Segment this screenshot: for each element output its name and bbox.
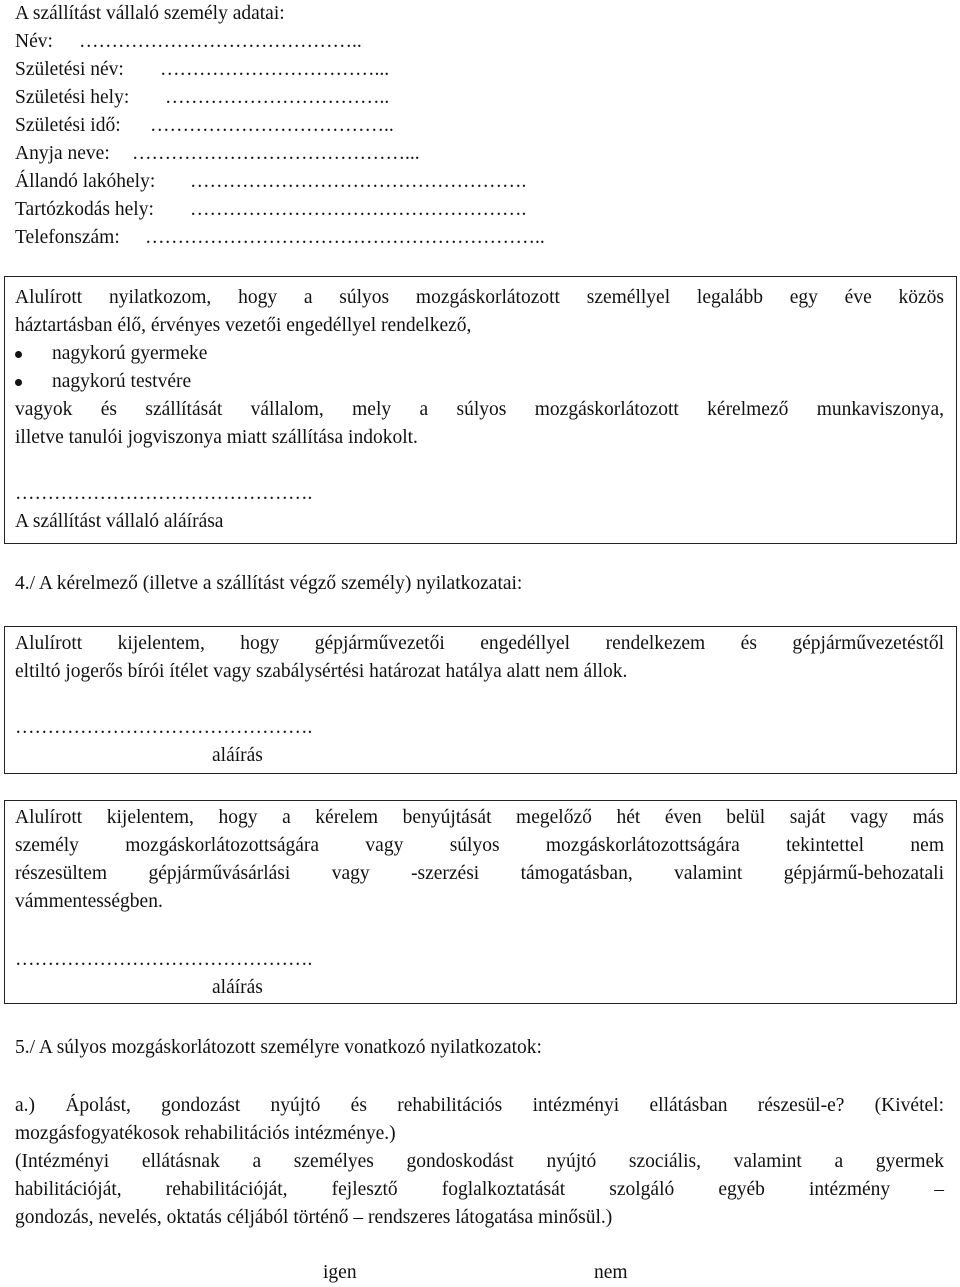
bullet-item: nagykorú gyermeke [52,343,208,364]
field-label: Születési név: [15,59,124,80]
signature-line[interactable]: ………………………………………. [15,949,313,970]
field-dots: ……………………………………………. [190,171,527,192]
note-text: gondozás, nevelés, oktatás céljából történő – rendszeres látogatása minősül.) [15,1207,613,1228]
field-dots: …………………………….. [165,87,390,108]
field-birth-date[interactable] [15,112,394,140]
field-dots: …………………………………….. [79,31,362,52]
field-label: Állandó lakóhely: [15,171,156,192]
declaration-text: Alulírott kijelentem, hogy gépjárművezetői engedéllyel rendelkezem és gépjárművezetéstől [15,633,944,654]
declaration-text: illetve tanulói jogviszonya miatt szállítása indokolt. [15,427,418,448]
bullet-icon [15,379,22,386]
section-heading: 5./ A súlyos mozgáskorlátozott személyre vonatkozó nyilatkozatok: [15,1037,542,1058]
option-no[interactable]: nem [594,1262,628,1283]
declaration-text: Alulírott nyilatkozom, hogy a súlyos mozgáskorlátozott személlyel legalább egy éve közös [15,287,944,308]
signature-line[interactable]: ………………………………………. [15,717,313,738]
field-label: Név: [15,31,53,52]
field-dots: ……………………………... [160,59,390,80]
field-dots: ……………………………….. [150,115,394,136]
bullet-item: nagykorú testvére [52,371,192,392]
field-name[interactable] [15,28,362,56]
field-residence[interactable] [15,196,527,224]
field-label: Tartózkodás hely: [15,199,154,220]
field-label: Születési idő: [15,115,121,136]
note-text: (Intézményi ellátásnak a személyes gondoskodást nyújtó szociális, valamint a gyermek [15,1151,944,1172]
field-label: Anyja neve: [15,143,110,164]
field-dots: ……………………………………... [132,143,420,164]
declaration-text: vámmentességben. [15,891,163,912]
field-dots: ……………………………………………. [190,199,527,220]
field-permanent-address[interactable] [15,168,527,196]
section-heading: 4./ A kérelmező (illetve a szállítást végző személy) nyilatkozatai: [15,573,523,594]
section-title: A szállítást vállaló személy adatai: [15,3,285,24]
field-phone[interactable] [15,224,545,252]
field-mother-name[interactable] [15,140,420,168]
question-text: mozgásfogyatékosok rehabilitációs intézménye.) [15,1123,396,1144]
field-birth-name[interactable] [15,56,390,84]
declaration-text: Alulírott kijelentem, hogy a kérelem benyújtását megelőző hét éven belül saját vagy más [15,807,944,828]
field-label: Telefonszám: [15,227,120,248]
question-text: a.) Ápolást, gondozást nyújtó és rehabilitációs intézményi ellátásban részesül-e? (Kivétel: [15,1095,944,1116]
note-text: habilitációját, rehabilitációját, fejlesztő foglalkoztatását szolgáló egyéb intézmény – [15,1179,944,1200]
bullet-icon [15,351,22,358]
option-yes[interactable]: igen [323,1262,357,1283]
signature-line[interactable]: ………………………………………. [15,483,313,504]
declaration-text: eltiltó jogerős bírói ítélet vagy szabálysértési határozat hatálya alatt nem állok. [15,661,628,682]
signature-label: aláírás [212,745,263,766]
signature-label: aláírás [212,977,263,998]
declaration-text: háztartásban élő, érvényes vezetői engedéllyel rendelkező, [15,315,472,336]
field-birth-place[interactable] [15,84,390,112]
declaration-text: részesültem gépjárművásárlási vagy -szerzési támogatásban, valamint gépjármű-behozatali [15,863,944,884]
field-dots: …………………………………………………….. [145,227,545,248]
declaration-text: személy mozgáskorlátozottságára vagy súlyos mozgáskorlátozottságára tekintettel nem [15,835,944,856]
signature-label: A szállítást vállaló aláírása [15,511,224,532]
field-label: Születési hely: [15,87,130,108]
declaration-text: vagyok és szállítását vállalom, mely a súlyos mozgáskorlátozott kérelmező munkaviszonya, [15,399,944,420]
